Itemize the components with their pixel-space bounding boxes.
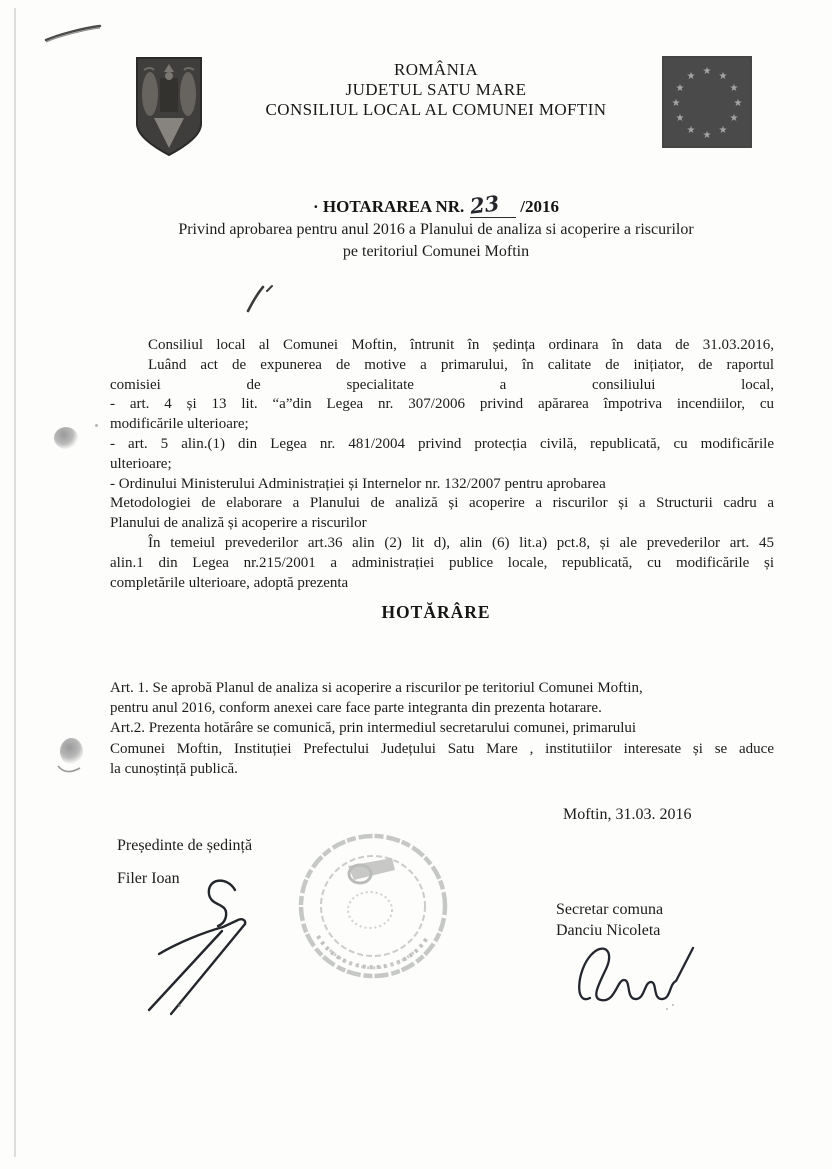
punch-hole-mark	[54, 427, 78, 449]
svg-text:★: ★	[702, 130, 712, 141]
punch-tail-mark	[56, 762, 86, 776]
svg-text:★: ★	[729, 113, 739, 124]
decision-heading: HOTĂRÂRE	[381, 602, 491, 622]
title-subtitle-line2: pe teritoriul Comunei Moftin	[342, 242, 530, 260]
ink-speck	[666, 1008, 668, 1010]
svg-text:★: ★	[702, 66, 712, 77]
text-line: completările ulterioare, adoptă prezenta	[110, 574, 349, 591]
text-line: modificările ulterioare;	[110, 416, 249, 433]
title-block	[40, 190, 832, 261]
secretary-name: Danciu Nicoleta	[556, 922, 661, 939]
ink-speck	[178, 1004, 181, 1007]
articles-paragraphs	[110, 678, 774, 779]
punch-hole-mark	[60, 738, 83, 765]
title-subtitle-line1: Privind aprobarea pentru anul 2016 a Planului de analiza si acoperire a riscurilor	[178, 221, 694, 238]
preamble-paragraphs	[110, 336, 774, 593]
text-line: Luând act de expunerea de motive a primarului, în calitate de inițiator, de raportul	[148, 356, 774, 373]
title-year: /2016	[520, 197, 560, 216]
svg-text:★: ★	[686, 71, 696, 82]
svg-text:★: ★	[718, 125, 728, 136]
scan-edge-line	[14, 8, 16, 1157]
text-line: În temeiul prevederilor art.36 alin (2) lit d), alin (6) lit.a) pct.8, și ale prevederilor art. 45	[148, 534, 774, 551]
header-country: ROMÂNIA	[393, 60, 479, 79]
president-name: Filer Ioan	[117, 870, 180, 887]
svg-text:★: ★	[729, 83, 739, 94]
pen-tick-mark	[242, 283, 278, 315]
header-council: CONSILIUL LOCAL AL COMUNEI MOFTIN	[265, 100, 607, 119]
handwritten-decision-number: 23	[468, 190, 501, 219]
president-title: Președinte de ședință	[117, 837, 253, 854]
svg-text:★: ★	[675, 83, 685, 94]
svg-text:★: ★	[718, 71, 728, 82]
svg-text:★: ★	[671, 98, 681, 109]
secretary-title: Secretar comuna	[556, 901, 664, 918]
text-line: - art. 5 alin.(1) din Legea nr. 481/2004 privind protecția civilă, republicată, cu modificările	[110, 435, 774, 452]
text-line: Art. 1. Se aprobă Planul de analiza si acoperire a riscurilor pe teritoriul Comunei Moftin,	[110, 680, 643, 696]
title-label: · HOTARAREA NR.	[312, 197, 465, 216]
text-line: ulterioare;	[110, 455, 172, 472]
text-line: Consiliul local al Comunei Moftin, întrunit în ședința ordinara în data de 31.03.2016,	[148, 337, 774, 353]
ink-speck	[95, 424, 98, 427]
pen-stroke-mark	[40, 18, 110, 48]
text-line: alin.1 din Legea nr.215/2001 a administrației publice locale, republicată, cu modificările și	[110, 554, 774, 571]
document-title	[40, 190, 832, 219]
text-line: la cunoștință publică.	[110, 760, 238, 777]
handwritten-number-slot	[468, 190, 516, 219]
text-line: Metodologiei de elaborare a Planului de analiză și acoperire a riscurilor și a Structurii cadru a	[110, 495, 774, 512]
text-line: Planului de analiză și acoperire a riscurilor	[110, 515, 367, 532]
round-ink-stamp-icon	[296, 832, 452, 982]
place-and-date: Moftin, 31.03. 2016	[563, 806, 692, 823]
svg-text:★: ★	[733, 98, 743, 109]
svg-text:★: ★	[675, 113, 685, 124]
text-line: Art.2. Prezenta hotărâre se comunică, prin intermediul secretarului comunei, primarului	[110, 720, 637, 737]
text-line: - art. 4 și 13 lit. “a”din Legea nr. 307/2006 privind apărarea împotriva incendiilor, cu	[110, 396, 774, 413]
secretary-signature-icon	[572, 936, 722, 1014]
text-line: comisiei de specialitate a consiliului local,	[110, 376, 774, 393]
svg-text:★: ★	[686, 125, 696, 136]
document-header	[40, 60, 832, 120]
text-line: pentru anul 2016, conform anexei care face parte integranta din prezenta hotarare.	[110, 700, 602, 717]
text-line: Comunei Moftin, Instituției Prefectului Județului Satu Mare , institutiilor interesate și se aduce	[110, 740, 774, 757]
ink-speck	[672, 1004, 674, 1006]
header-county: JUDETUL SATU MARE	[345, 80, 527, 99]
text-line: - Ordinului Ministerului Administrației și Internelor nr. 132/2007 pentru aprobarea	[110, 475, 606, 492]
